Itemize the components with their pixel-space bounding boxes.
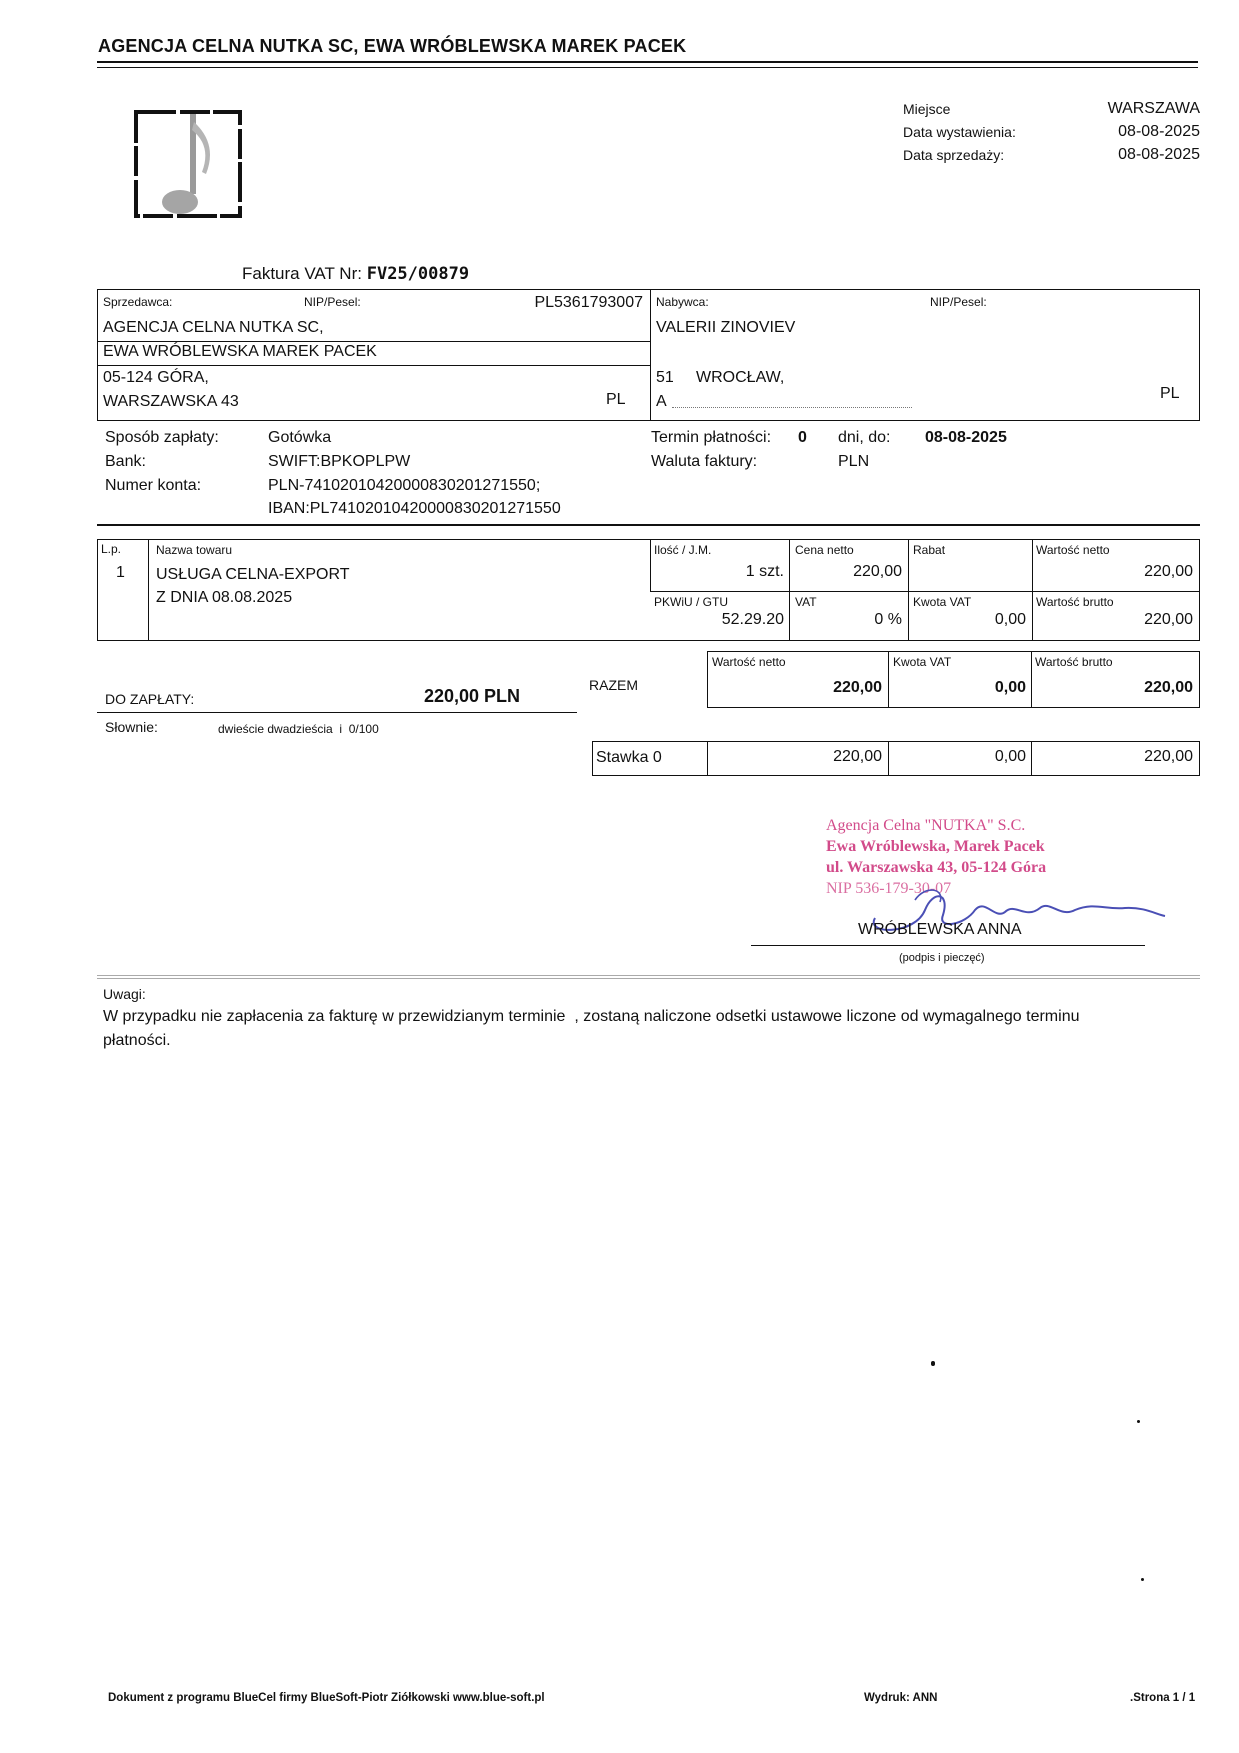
to-pay-label: DO ZAPŁATY:	[105, 691, 195, 707]
items-col-divider-4	[908, 539, 909, 641]
razem-vat: 0,00	[994, 679, 1026, 696]
buyer-country: PL	[1160, 385, 1180, 402]
notes-rule-top	[97, 975, 1200, 976]
items-col-divider-1	[148, 539, 149, 641]
rate-gross: 220,00	[1144, 748, 1193, 765]
bank-label: Bank:	[105, 453, 146, 470]
razem-gross-label: Wartość brutto	[1035, 655, 1113, 669]
header-vat-amount: Kwota VAT	[913, 595, 972, 609]
row-lp: 1	[116, 564, 125, 581]
due-date: 08-08-2025	[925, 429, 1007, 446]
header-rule-top	[97, 61, 1198, 63]
items-col-divider-5	[1032, 539, 1033, 641]
header-vat: VAT	[795, 595, 817, 609]
items-row-divider	[650, 591, 1200, 592]
notes-text-line2: płatności.	[103, 1032, 171, 1049]
seller-line2: EWA WRÓBLEWSKA MAREK PACEK	[103, 343, 377, 360]
header-rule-bottom	[97, 67, 1198, 68]
razem-vat-label: Kwota VAT	[893, 655, 952, 669]
stamp-line1: Agencja Celna "NUTKA" S.C.	[826, 817, 1026, 834]
buyer-address1: 51 WROCŁAW,	[656, 369, 785, 386]
to-pay-amount: 220,00 PLN	[423, 686, 520, 706]
footer-printout: Wydruk: ANN	[864, 1692, 938, 1704]
invoice-title	[242, 264, 469, 284]
in-words-label: Słownie:	[105, 719, 158, 735]
buyer-nip-label: NIP/Pesel:	[930, 295, 987, 309]
account-line1: PLN-74102010420000830201271550;	[268, 477, 541, 494]
header-qty: Ilość / J.M.	[654, 543, 712, 557]
place-label: Miejsce	[903, 101, 951, 117]
razem-net: 220,00	[833, 679, 882, 696]
seller-line4: WARSZAWSKA 43	[103, 393, 239, 410]
row-vat: 0 %	[874, 611, 902, 628]
notes-text-line1: W przypadku nie zapłacenia za fakturę w przewidzianym terminie , zostaną naliczone odsetki ustawowe liczone od wymagalnego terminu	[103, 1008, 1080, 1025]
signer-name: WRÓBLEWSKA ANNA	[858, 921, 1022, 938]
seller-label: Sprzedawca:	[103, 295, 173, 309]
issue-date-value: 08-08-2025	[1118, 123, 1200, 140]
stamp-line2: Ewa Wróblewska, Marek Pacek	[826, 838, 1045, 855]
items-col-divider-2	[650, 539, 651, 592]
razem-label: RAZEM	[589, 677, 638, 693]
invoice-title-prefix: Faktura VAT Nr:	[242, 264, 362, 283]
row-net-value: 220,00	[1144, 563, 1193, 580]
razem-divider-2	[1031, 651, 1032, 708]
payment-method-label: Sposób zapłaty:	[105, 429, 219, 446]
scan-dot	[931, 1361, 935, 1366]
account-line2: IBAN:PL74102010420000830201271550	[268, 500, 561, 517]
seller-country: PL	[606, 391, 626, 408]
rate-divider-2	[888, 741, 889, 776]
to-pay-rule	[97, 712, 577, 713]
footer-page: .Strona 1 / 1	[1130, 1692, 1196, 1704]
payment-term-label: Termin płatności:	[651, 429, 772, 446]
currency-value: PLN	[838, 453, 870, 470]
notes-label: Uwagi:	[103, 986, 146, 1002]
rate-net: 220,00	[833, 748, 882, 765]
rate-divider-1	[707, 741, 708, 776]
seller-rule2	[97, 365, 650, 366]
header-name: Nazwa towaru	[156, 543, 233, 557]
bank-value: SWIFT:BPKOPLPW	[268, 453, 411, 470]
header-net-price: Cena netto	[795, 543, 854, 557]
rate-vat: 0,00	[994, 748, 1026, 765]
signature-caption: (podpis i pieczęć)	[899, 952, 985, 964]
payment-method: Gotówka	[268, 429, 332, 446]
rate-divider-3	[1031, 741, 1032, 776]
header-gross-value: Wartość brutto	[1036, 595, 1114, 609]
parties-divider	[650, 289, 651, 421]
footer-source: Dokument z programu BlueCel firmy BlueSoft-Piotr Ziółkowski www.blue-soft.pl	[108, 1692, 545, 1704]
notes-rule-bottom	[97, 978, 1200, 979]
place-value: WARSZAWA	[1107, 100, 1200, 117]
razem-net-label: Wartość netto	[712, 655, 786, 669]
seller-nip-label: NIP/Pesel:	[304, 295, 361, 309]
seller-rule1	[97, 341, 650, 342]
scan-dot	[1137, 1420, 1140, 1423]
signature-line	[751, 945, 1145, 946]
seller-line3: 05-124 GÓRA,	[103, 369, 209, 386]
header-discount: Rabat	[913, 543, 946, 557]
currency-label: Waluta faktury:	[651, 453, 758, 470]
header-net-value: Wartość netto	[1036, 543, 1110, 557]
seller-line1: AGENCJA CELNA NUTKA SC,	[103, 319, 324, 336]
stamp-line3: ul. Warszawska 43, 05-124 Góra	[826, 859, 1047, 876]
row-name-line1: USŁUGA CELNA-EXPORT	[156, 566, 350, 583]
sale-date-value: 08-08-2025	[1118, 146, 1200, 163]
razem-gross: 220,00	[1144, 679, 1193, 696]
issue-date-label: Data wystawienia:	[903, 124, 1016, 140]
rate-label: Stawka 0	[596, 749, 662, 766]
items-col-divider-3	[789, 539, 790, 641]
sale-date-label: Data sprzedaży:	[903, 147, 1005, 163]
header-pkwiu: PKWiU / GTU	[654, 595, 728, 609]
row-pkwiu: 52.29.20	[721, 611, 784, 628]
row-name-line2: Z DNIA 08.08.2025	[156, 589, 293, 606]
seller-nip: PL5361793007	[534, 294, 643, 311]
buyer-address2: A	[656, 393, 667, 410]
payment-term-days: 0	[798, 429, 807, 446]
header-lp: L.p.	[101, 542, 122, 556]
razem-divider-1	[888, 651, 889, 708]
payment-rule	[97, 524, 1200, 526]
row-qty: 1 szt.	[745, 563, 784, 580]
account-label: Numer konta:	[105, 477, 202, 494]
row-net-price: 220,00	[853, 563, 902, 580]
days-label: dni, do:	[838, 429, 891, 446]
row-gross-value: 220,00	[1144, 611, 1193, 628]
scan-dot	[1141, 1578, 1144, 1581]
buyer-label: Nabywca:	[656, 295, 709, 309]
row-vat-amount: 0,00	[994, 611, 1026, 628]
buyer-name: VALERII ZINOVIEV	[656, 319, 796, 336]
buyer-address-redacted	[672, 397, 912, 408]
stamp-line4: NIP 536-179-30-07	[826, 880, 952, 897]
music-note-logo	[128, 104, 252, 226]
invoice-number: FV25/00879	[366, 264, 470, 284]
in-words-value: dwieście dwadzieścia i 0/100	[218, 722, 379, 736]
company-header: AGENCJA CELNA NUTKA SC, EWA WRÓBLEWSKA MAREK PACEK	[98, 36, 687, 56]
